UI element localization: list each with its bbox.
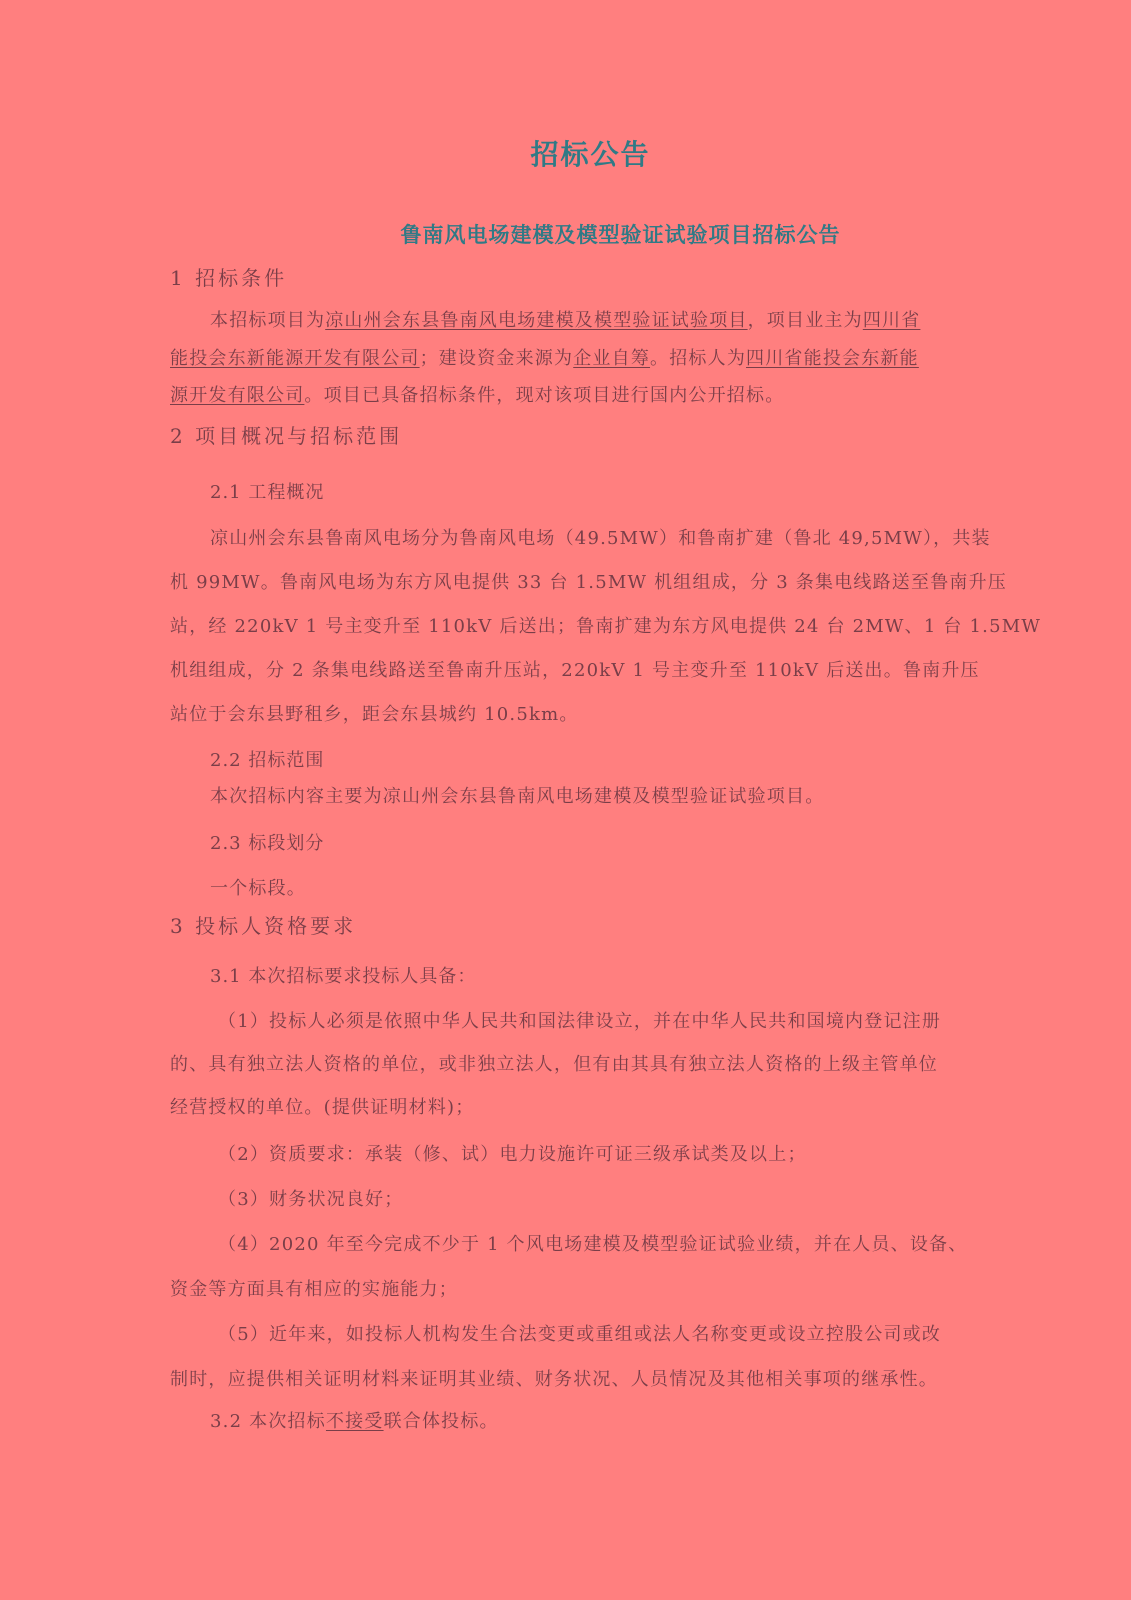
requirement-1-line-2: 的、具有独立法人资格的单位，或非独立法人，但有由其具有独立法人资格的上级主管单位: [170, 1054, 938, 1075]
page-title: 招标公告: [530, 138, 651, 171]
s1-paragraph-line-2: [170, 347, 919, 371]
owner-name-underlined: 能投会东新能源开发有限公司: [170, 348, 420, 369]
subsection-3-2-line: [210, 1410, 499, 1434]
notice-subtitle: 鲁南风电场建模及模型验证试验项目招标公告: [400, 222, 841, 247]
text: 3.2 本次招标: [210, 1411, 326, 1432]
subsection-2-2-heading: 2.2 招标范围: [210, 750, 325, 771]
requirement-5-line-2: 制时，应提供相关证明材料来证明其业绩、财务状况、人员情况及其他相关事项的继承性。: [170, 1369, 938, 1390]
requirement-4-line-1: （4）2020 年至今完成不少于 1 个风电场建模及模型验证试验业绩，并在人员、设备、: [218, 1234, 968, 1255]
requirement-2: （2）资质要求：承装（修、试）电力设施许可证三级承试类及以上；: [218, 1144, 807, 1165]
s1-paragraph-line-3: [170, 384, 784, 408]
overview-line-3: 站，经 220kV 1 号主变升至 110kV 后送出；鲁南扩建为东方风电提供 24 台 2MW、1 台 1.5MW: [170, 616, 1042, 637]
overview-line-1: 凉山州会东县鲁南风电场分为鲁南风电场（49.5MW）和鲁南扩建（鲁北 49,5MW），共装: [210, 528, 991, 549]
text: ，项目业主为: [747, 310, 863, 331]
tenderer-name-underlined: 源开发有限公司: [170, 385, 305, 406]
section-3-heading: 3 投标人资格要求: [170, 914, 357, 938]
overview-line-4: 机组组成，分 2 条集电线路送至鲁南升压站，220kV 1 号主变升至 110kV 后送出。鲁南升压: [170, 660, 980, 681]
overview-line-2: 机 99MW。鲁南风电场为东方风电提供 33 台 1.5MW 机组组成，分 3 条集电线路送至鲁南升压: [170, 572, 1007, 593]
section-2-heading: 2 项目概况与招标范围: [170, 424, 403, 448]
subsection-2-1-heading: 2.1 工程概况: [210, 482, 325, 503]
text: 。招标人为: [650, 348, 747, 369]
requirement-5-line-1: （5）近年来，如投标人机构发生合法变更或重组或法人名称变更或设立控股公司或改: [218, 1324, 942, 1345]
overview-line-5: 站位于会东县野租乡，距会东县城约 10.5km。: [170, 704, 579, 725]
s1-paragraph-line-1: [210, 309, 920, 333]
lots-text: 一个标段。: [210, 878, 306, 899]
requirement-4-line-2: 资金等方面具有相应的实施能力；: [170, 1279, 458, 1300]
not-accepted-underlined: 不接受: [325, 1411, 384, 1432]
project-name-underlined: 凉山州会东县鲁南风电场建模及模型验证试验项目: [325, 310, 748, 331]
subsection-3-1-heading: 3.1 本次招标要求投标人具备：: [210, 966, 477, 987]
requirement-1-line-1: （1）投标人必须是依照中华人民共和国法律设立，并在中华人民共和国境内登记注册: [218, 1011, 942, 1032]
fund-source-underlined: 企业自筹: [573, 348, 651, 369]
scope-text: 本次招标内容主要为凉山州会东县鲁南风电场建模及模型验证试验项目。: [210, 786, 825, 807]
subsection-2-3-heading: 2.3 标段划分: [210, 833, 325, 854]
text: ；建设资金来源为: [419, 348, 574, 369]
tenderer-name-underlined: 四川省能投会东新能: [746, 348, 919, 369]
text: 。项目已具备招标条件，现对该项目进行国内公开招标。: [304, 385, 785, 406]
owner-name-underlined: 四川省: [862, 310, 921, 331]
text: 联合体投标。: [383, 1411, 499, 1432]
requirement-1-line-3: 经营授权的单位。(提供证明材料)；: [170, 1097, 475, 1118]
requirement-3: （3）财务状况良好；: [218, 1189, 404, 1210]
section-1-heading: 1 招标条件: [170, 266, 288, 290]
text: 本招标项目为: [210, 310, 326, 331]
